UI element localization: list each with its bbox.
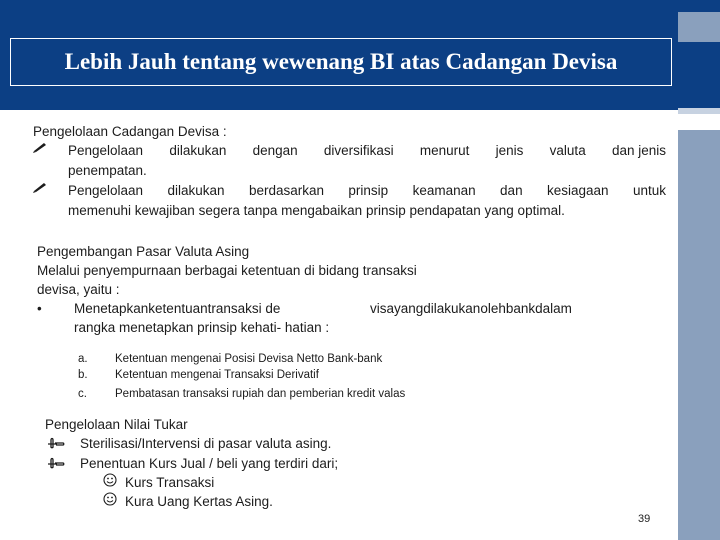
sub-item-marker: b. bbox=[78, 369, 88, 381]
sub-item-marker: c. bbox=[78, 388, 87, 400]
section2-bullet-line1-a: Menetapkanketentuantransaksi de bbox=[74, 301, 281, 316]
sub-item-text: Ketentuan mengenai Posisi Devisa Netto Bank-bank bbox=[115, 353, 383, 365]
smiley-icon bbox=[103, 473, 117, 490]
section2-intro-line2: devisa, yaitu : bbox=[37, 282, 120, 297]
sidebar-block-2 bbox=[678, 12, 720, 42]
smiley-icon bbox=[103, 492, 117, 509]
sidebar-gap bbox=[678, 114, 720, 130]
slide-title: Lebih Jauh tentang wewenang BI atas Cadangan Devisa bbox=[64, 49, 618, 74]
section2-intro-line1: Melalui penyempurnaan berbagai ketentuan di bidang transaksi bbox=[37, 263, 417, 278]
sub-item-text: Pembatasan transaksi rupiah dan pemberian kredit valas bbox=[115, 388, 406, 400]
section3-sub-item: Kura Uang Kertas Asing. bbox=[125, 494, 273, 509]
section1-item1-line2: penempatan. bbox=[68, 163, 147, 178]
sidebar-block-5 bbox=[678, 130, 720, 540]
title-banner bbox=[0, 0, 678, 110]
section1-item2-line1: Pengelolaan dilakukan berdasarkan prinsip keamanan dan kesiagaan untuk bbox=[68, 183, 666, 198]
pointing-hand-icon bbox=[47, 435, 65, 452]
section3-heading: Pengelolaan Nilai Tukar bbox=[45, 417, 188, 432]
pencil-bullet-icon bbox=[33, 140, 47, 156]
pencil-bullet-icon bbox=[33, 180, 47, 196]
sub-item-marker: a. bbox=[78, 353, 88, 365]
pointing-hand-icon bbox=[47, 455, 65, 472]
section2-bullet-line1-b: visayangdilakukanolehbankdalam bbox=[370, 301, 572, 316]
sidebar-block-3 bbox=[678, 42, 720, 108]
section2-heading: Pengembangan Pasar Valuta Asing bbox=[37, 244, 250, 259]
section1-item1-line1: Pengelolaan dilakukan dengan diversifikasi menurut jenis valuta dan jenis bbox=[68, 143, 666, 158]
section3-item: Sterilisasi/Intervensi di pasar valuta asing. bbox=[80, 436, 332, 451]
section2-bullet-line2: rangka menetapkan prinsip kehati- hatian : bbox=[74, 320, 330, 335]
sidebar-block-1 bbox=[678, 0, 720, 12]
page-number: 39 bbox=[638, 513, 651, 525]
bullet-dot: • bbox=[37, 301, 42, 316]
section1-heading: Pengelolaan Cadangan Devisa : bbox=[33, 124, 227, 139]
sub-item-text: Ketentuan mengenai Transaksi Derivatif bbox=[115, 369, 319, 381]
section3-sub-item: Kurs Transaksi bbox=[125, 475, 215, 490]
section1-item2-line2: memenuhi kewajiban segera tanpa mengabaikan prinsip pendapatan yang optimal. bbox=[68, 203, 565, 218]
title-frame bbox=[10, 38, 672, 86]
section3-item: Penentuan Kurs Jual / beli yang terdiri dari; bbox=[80, 456, 339, 471]
